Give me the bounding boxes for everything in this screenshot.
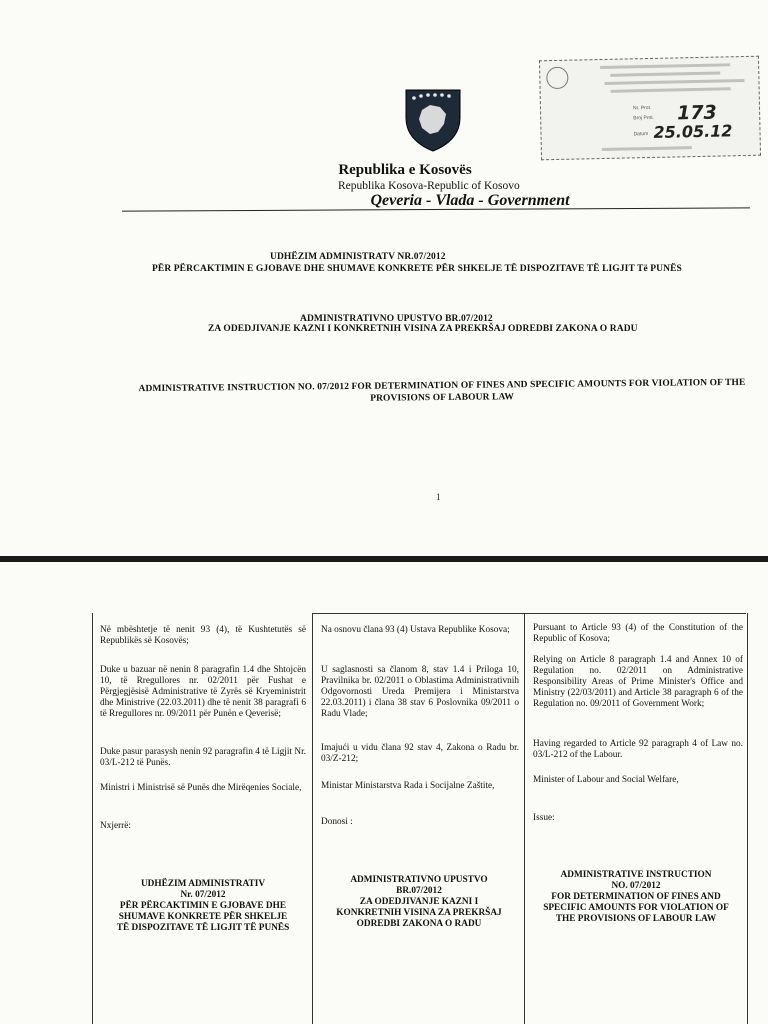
en-paragraph-3: Having regarded to Article 92 paragraph 4 of Law no. 03/L-212 of the Labour.	[533, 739, 743, 760]
sq-paragraph-1: Në mbështetje të nenit 93 (4), të Kushtetutës së Republikës së Kosovës;	[100, 625, 306, 646]
sq-paragraph-4: Ministri i Ministrisë së Punës dhe Mirëqenies Sociale,	[100, 783, 302, 793]
sr-paragraph-4: Ministar Ministarstva Rada i Socijalne Zaštite,	[321, 781, 495, 791]
en-heading-line: THE PROVISIONS OF LABOUR LAW	[555, 914, 717, 924]
sq-heading-line: Nr. 07/2012	[180, 890, 226, 900]
en-heading	[531, 870, 741, 925]
sq-heading-line: PËR PËRCAKTIMIN E GJOBAVE DHE	[119, 901, 287, 911]
en-heading-line: NO. 07/2012	[611, 881, 661, 891]
en-paragraph-2: Relying on Article 8 paragraph 1.4 and Annex 10 of Regulation no. 02/2011 on Administrative Responsibility Areas of Prime Minister's Office and Ministry (22/03/2011) and Article 38 paragraph 6 of the Regulation no. 09/2011 of Government Work;	[533, 655, 743, 709]
kosovo-coat-of-arms-icon	[404, 88, 462, 152]
en-paragraph-4: Minister of Labour and Social Welfare,	[533, 775, 679, 785]
sq-paragraph-5: Nxjerrë:	[100, 821, 131, 831]
sq-paragraph-2: Duke u bazuar në nenin 8 paragrafin 1.4 dhe Shtojcën 10, të Rregullores nr. 02/2011 për Fushat e Përgjegjësisë Administrative të Zyrës së Kryeministrit dhe Ministrive (22.03.2011) dhe të nenit 38 paragrafi 6 të Rregullores nr. 09/2011 për Punën e Qeverisë;	[100, 665, 306, 719]
header-republic-sub: Republika Kosova-Republic of Kosovo	[338, 180, 520, 192]
en-heading-line: FOR DETERMINATION OF FINES AND	[551, 892, 721, 902]
sr-heading	[319, 875, 519, 930]
sq-heading	[99, 879, 307, 934]
sr-paragraph-1: Na osnovu člana 93 (4) Ustava Republike Kosova;	[321, 625, 510, 635]
title-sr-subject: ZA ODEDJIVANJE KAZNI I KONKRETNIH VISINA ZA PREKRŠAJ ODREDBI ZAKONA O RADU	[208, 324, 638, 334]
sr-heading-line: ADMINISTRATIVNO UPUSTVO	[350, 875, 488, 885]
stamp-date: 25.05.12	[653, 121, 733, 142]
page-number: 1	[436, 492, 441, 502]
trilingual-table	[92, 613, 746, 1024]
sr-heading-line: BR.07/2012	[396, 886, 442, 896]
registry-stamp: Nr. Prot. Broj Prot. Datum 173 25.05.12	[539, 56, 761, 161]
en-paragraph-1: Pursuant to Article 93 (4) of the Constitution of the Republic of Kosova;	[533, 623, 743, 644]
sq-heading-line: SHUMAVE KONKRETE PËR SHKELJE	[118, 912, 288, 922]
title-sq-subject: PËR PËRCAKTIMIN E GJOBAVE DHE SHUMAVE KONKRETE PËR SHKELJE TË DISPOZITAVE TË LIGJIT Të PUNËS	[152, 264, 682, 274]
header-republic: Republika e Kosovës	[338, 162, 472, 178]
sr-heading-line: ZA ODEDJIVANJE KAZNI I	[359, 897, 479, 907]
title-sr-number: ADMINISTRATIVNO UPUSTVO BR.07/2012	[300, 314, 493, 324]
column-english	[524, 613, 748, 1024]
sq-heading-line: UDHËZIM ADMINISTRATIV	[140, 879, 266, 889]
en-heading-line: SPECIFIC AMOUNTS FOR VIOLATION OF	[543, 903, 729, 913]
title-sq-number: UDHËZIM ADMINISTRATV NR.07/2012	[270, 252, 446, 262]
sr-heading-line: KONKRETNIH VISINA ZA PREKRŠAJ	[336, 908, 502, 918]
sr-paragraph-5: Donosi :	[321, 817, 353, 827]
sq-paragraph-3: Duke pasur parasysh nenin 92 paragrafin 4 të Ligjit Nr. 03/L-212 të Punës.	[100, 747, 306, 768]
title-en: ADMINISTRATIVE INSTRUCTION NO. 07/2012 FOR DETERMINATION OF FINES AND SPECIFIC AMOUNTS FOR VIOLATION OF THE PROVISIONS OF LABOUR LAW	[138, 377, 746, 404]
stamp-protocol-number: 173	[676, 101, 718, 125]
en-paragraph-5: Issue:	[533, 813, 555, 823]
en-heading-line: ADMINISTRATIVE INSTRUCTION	[560, 870, 712, 880]
column-serbian	[312, 613, 525, 1024]
sr-paragraph-2: U saglasnosti sa članom 8, stav 1.4 i Priloga 10, Pravilnika br. 02/2011 o Oblastima Administrativnih Odgovornosti Ureda Premijera i Ministarstva 22.03.2011) i člana 38 stav 6 Poslovnika 09/2011 o Radu Vlade;	[321, 665, 519, 719]
stamp-seal-icon	[546, 67, 568, 89]
column-albanian	[92, 613, 313, 1024]
sr-heading-line: ODREDBI ZAKONA O RADU	[356, 919, 482, 929]
sr-paragraph-3: Imajući u vidu člana 92 stav 4, Zakona o Radu br. 03/Z-212;	[321, 743, 519, 764]
header-government: Qeveria - Vlada - Government	[370, 192, 570, 209]
sq-heading-line: TË DISPOZITAVE TË LIGJIT TË PUNËS	[116, 923, 290, 933]
